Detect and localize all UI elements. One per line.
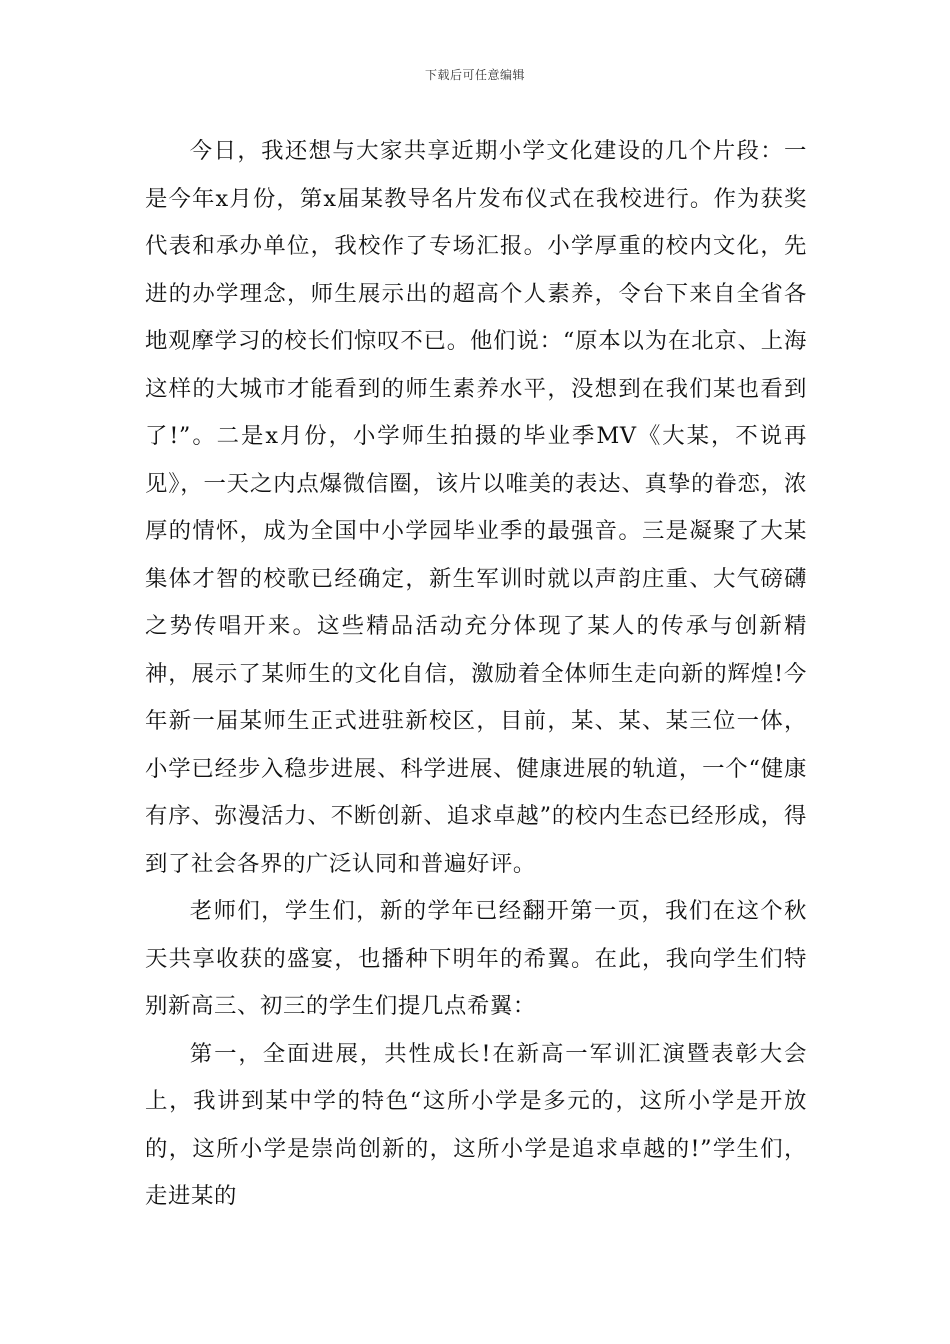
paragraph-culture-highlights: 今日，我还想与大家共享近期小学文化建设的几个片段：一是今年x月份，第x届某教导名片发布仪式在我校进行。作为获奖代表和承办单位，我校作了专场汇报。小学厚重的校内文化，先进的办学理念，师生展示出的超高个人素养，令台下来自全省各地观摩学习的校长们惊叹不已。他们说：“原本以为在北京、上海这样的大城市才能看到的师生素养水平，没想到在我们某也看到了!”。二是x月份，小学师生拍摄的毕业季MV《大某，不说再见》，一天之内点爆微信圈，该片以唯美的表达、真挚的眷恋，浓厚的情怀，成为全国中小学园毕业季的最强音。三是凝聚了大某集体才智的校歌已经确定，新生军训时就以声韵庄重、大气磅礴之势传唱开来。这些精品活动充分体现了某人的传承与创新精神，展示了某师生的文化自信，激励着全体师生走向新的辉煌!今年新一届某师生正式进驻新校区，目前，某、某、某三位一体，小学已经步入稳步进展、科学进展、健康进展的轨道，一个“健康有序、弥漫活力、不断创新、追求卓越”的校内生态已经形成，得到了社会各界的广泛认同和普遍好评。: [145, 138, 807, 877]
paragraph-new-school-year: 老师们，学生们，新的学年已经翻开第一页，我们在这个秋天共享收获的盛宴，也播种下明年的希翼。在此，我向学生们特别新高三、初三的学生们提几点希翼：: [145, 898, 807, 1019]
page-header: 下载后可任意编辑: [424, 68, 525, 82]
document-body: [145, 128, 807, 1221]
paragraph-first-hope: 第一，全面进展，共性成长!在新高一军训汇演暨表彰大会上，我讲到某中学的特色“这所小学是多元的，这所小学是开放的，这所小学是崇尚创新的，这所小学是追求卓越的!”学生们，走进某的: [145, 1040, 807, 1209]
